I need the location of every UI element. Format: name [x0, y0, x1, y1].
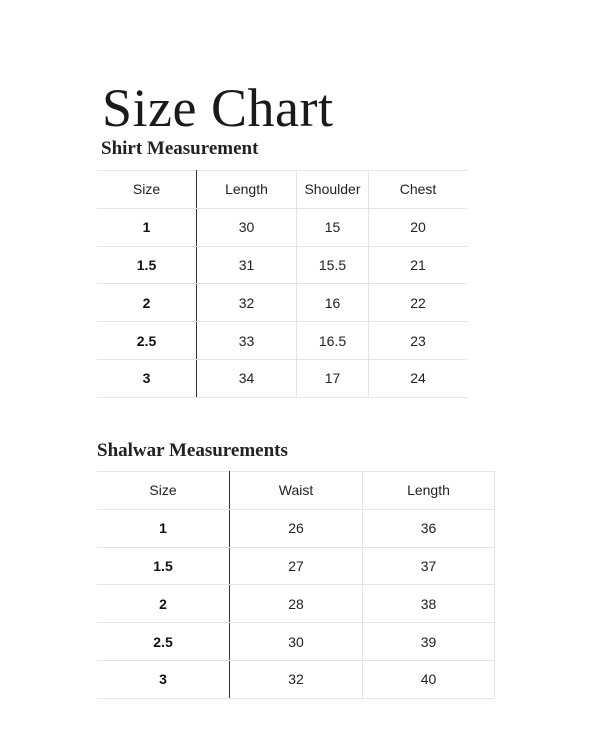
- shoulder-cell: 15.5: [297, 246, 369, 284]
- column-header-chest: Chest: [369, 171, 468, 209]
- table-row: [97, 623, 495, 661]
- table-row: [97, 359, 467, 397]
- size-cell: 2: [97, 585, 230, 623]
- table-row: [97, 322, 467, 360]
- waist-cell: 32: [230, 660, 363, 698]
- table-row: [97, 284, 467, 322]
- size-cell: 2.5: [97, 623, 230, 661]
- shoulder-cell: 15: [297, 208, 369, 246]
- waist-cell: 26: [230, 509, 363, 547]
- waist-cell: 30: [230, 623, 363, 661]
- size-cell: 2.5: [97, 322, 197, 360]
- column-header-size: Size: [97, 472, 230, 510]
- shalwar-size-table: [97, 471, 495, 699]
- size-cell: 1: [97, 509, 230, 547]
- table-row: [97, 208, 467, 246]
- size-cell: 3: [97, 660, 230, 698]
- size-cell: 1.5: [97, 547, 230, 585]
- shoulder-cell: 16.5: [297, 322, 369, 360]
- table-row: [97, 246, 467, 284]
- size-cell: 1.5: [97, 246, 197, 284]
- shirt-size-table: [97, 170, 467, 398]
- chest-cell: 22: [369, 284, 468, 322]
- length-cell: 38: [363, 585, 495, 623]
- table-row: [97, 509, 495, 547]
- page-title: Size Chart: [102, 78, 334, 138]
- length-cell: 31: [197, 246, 297, 284]
- chest-cell: 20: [369, 208, 468, 246]
- length-cell: 34: [197, 359, 297, 397]
- shirt-heading: Shirt Measurement: [101, 138, 259, 159]
- length-cell: 33: [197, 322, 297, 360]
- length-cell: 30: [197, 208, 297, 246]
- length-cell: 39: [363, 623, 495, 661]
- length-cell: 36: [363, 509, 495, 547]
- chest-cell: 24: [369, 359, 468, 397]
- length-cell: 32: [197, 284, 297, 322]
- waist-cell: 27: [230, 547, 363, 585]
- size-cell: 2: [97, 284, 197, 322]
- column-header-waist: Waist: [230, 472, 363, 510]
- chest-cell: 23: [369, 322, 468, 360]
- waist-cell: 28: [230, 585, 363, 623]
- size-cell: 3: [97, 359, 197, 397]
- table-row: [97, 585, 495, 623]
- size-cell: 1: [97, 208, 197, 246]
- shoulder-cell: 16: [297, 284, 369, 322]
- column-header-size: Size: [97, 171, 197, 209]
- column-header-length: Length: [363, 472, 495, 510]
- column-header-length: Length: [197, 171, 297, 209]
- table-header-row: [97, 171, 467, 209]
- table-row: [97, 660, 495, 698]
- chest-cell: 21: [369, 246, 468, 284]
- length-cell: 40: [363, 660, 495, 698]
- table-header-row: [97, 472, 495, 510]
- shalwar-heading: Shalwar Measurements: [97, 440, 288, 461]
- column-header-shoulder: Shoulder: [297, 171, 369, 209]
- table-row: [97, 547, 495, 585]
- shoulder-cell: 17: [297, 359, 369, 397]
- length-cell: 37: [363, 547, 495, 585]
